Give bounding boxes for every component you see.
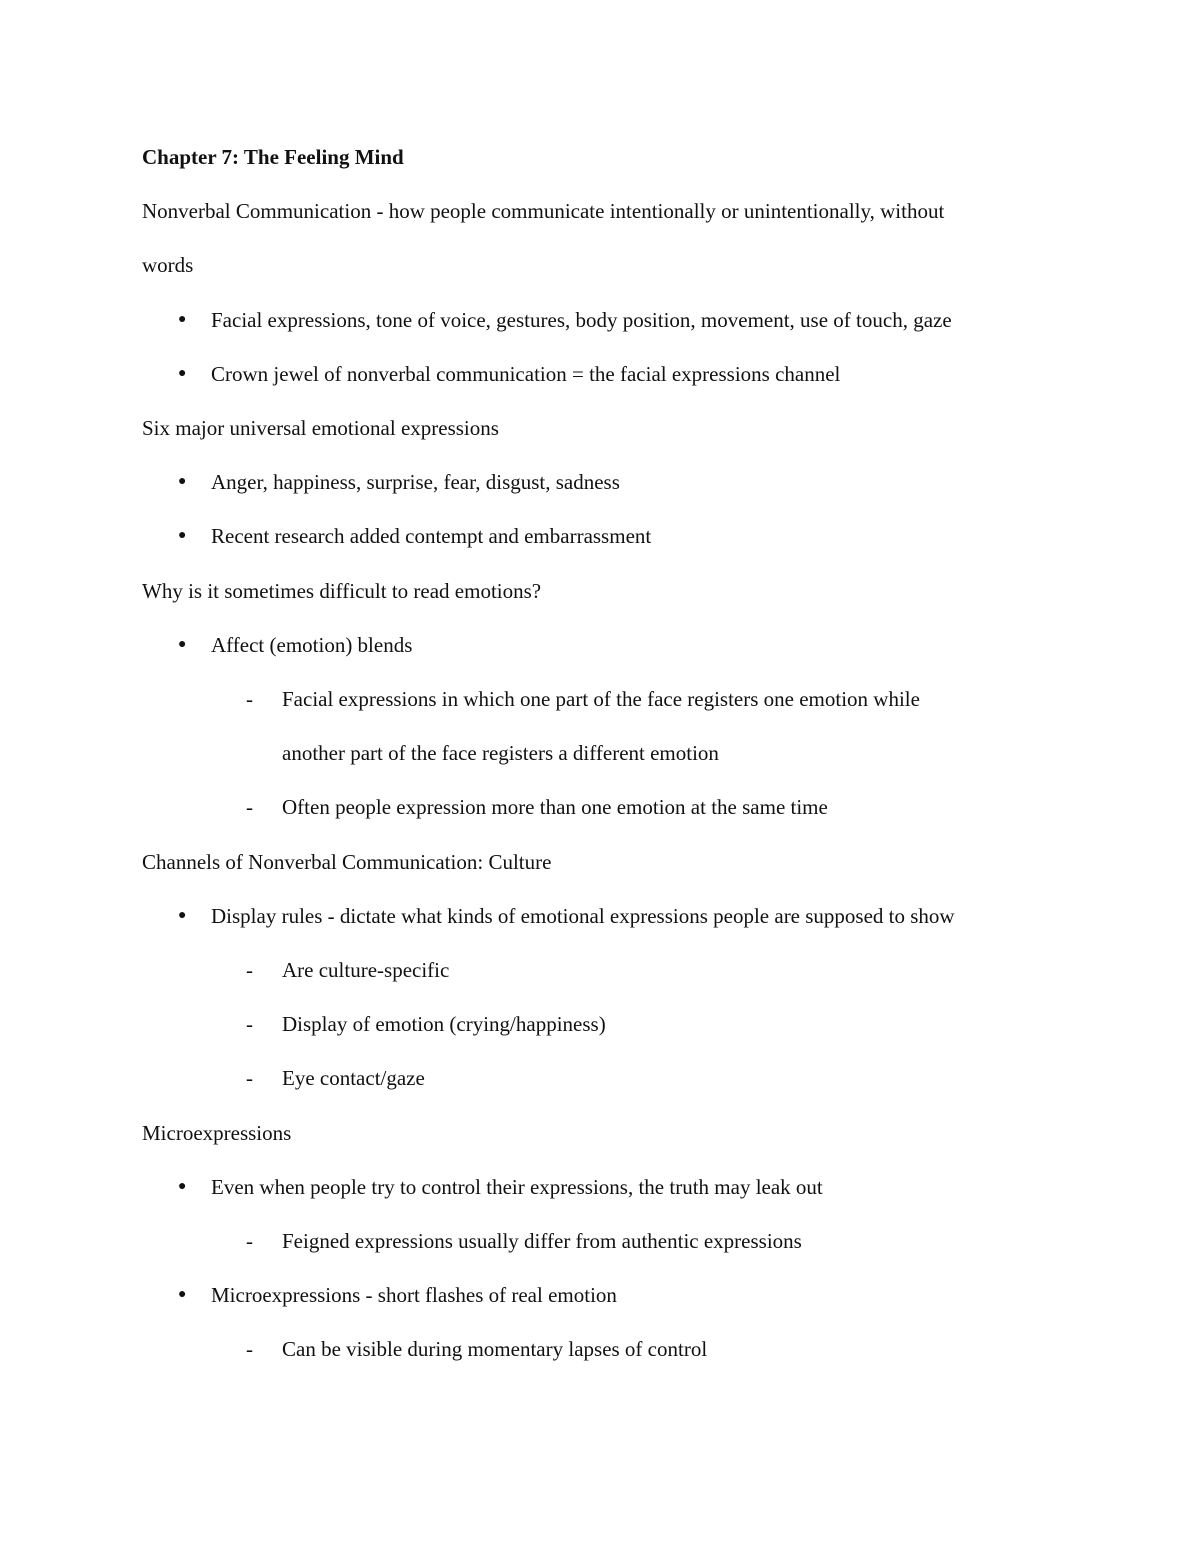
page-title: Chapter 7: The Feeling Mind (142, 145, 404, 169)
bullet-icon: ● (178, 311, 187, 327)
bullet-icon: ● (178, 365, 187, 381)
bullet-item (142, 455, 1082, 509)
bullet-icon: ● (178, 528, 187, 544)
sub-item-text: Facial expressions in which one part of the face registers one emotion while (282, 687, 920, 712)
bullet-item (142, 1268, 1082, 1322)
sub-item-text: Are culture-specific (282, 958, 450, 983)
bullet-item (142, 1160, 1082, 1214)
bullet-icon: ● (178, 636, 187, 652)
section-heading: Nonverbal Communication - how people communicate intentionally or unintentionally, without (142, 199, 945, 224)
sub-item-text: Often people expression more than one emotion at the same time (282, 795, 828, 820)
sub-item (142, 943, 1082, 997)
bullet-text: Microexpressions - short flashes of real emotion (211, 1283, 617, 1308)
sub-item (142, 997, 1082, 1051)
dash-icon: - (246, 795, 253, 820)
dash-icon: - (246, 687, 253, 712)
sub-item (142, 780, 1082, 834)
sub-item-text: Feigned expressions usually differ from authentic expressions (282, 1229, 802, 1254)
dash-icon: - (246, 1229, 253, 1254)
sub-item-text: Eye contact/gaze (282, 1066, 425, 1091)
bullet-icon: ● (178, 907, 187, 923)
bullet-item (142, 293, 1082, 347)
document-body (142, 130, 1082, 1377)
bullet-text: Affect (emotion) blends (211, 632, 413, 657)
dash-icon: - (246, 1066, 253, 1091)
dash-icon: - (246, 1337, 253, 1362)
bullet-text: Recent research added contempt and embarrassment (211, 524, 652, 549)
section-heading: Microexpressions (142, 1120, 292, 1145)
bullet-icon: ● (178, 1178, 187, 1194)
sub-item-text: Display of emotion (crying/happiness) (282, 1012, 606, 1037)
section-heading: Why is it sometimes difficult to read emotions? (142, 578, 542, 603)
sub-item (142, 1322, 1082, 1376)
bullet-icon: ● (178, 1287, 187, 1303)
sub-item (142, 672, 1082, 726)
bullet-item (142, 618, 1082, 672)
bullet-text: Facial expressions, tone of voice, gestures, body position, movement, use of touch, gaze (211, 307, 952, 332)
section-heading-continuation: words (142, 253, 194, 278)
bullet-item (142, 347, 1082, 401)
bullet-item (142, 889, 1082, 943)
bullet-text: Even when people try to control their expressions, the truth may leak out (211, 1174, 823, 1199)
dash-icon: - (246, 1012, 253, 1037)
bullet-icon: ● (178, 474, 187, 490)
bullet-text: Crown jewel of nonverbal communication = the facial expressions channel (211, 361, 841, 386)
section-heading: Six major universal emotional expressions (142, 416, 499, 441)
sub-item (142, 1051, 1082, 1105)
sub-item-text: Can be visible during momentary lapses of control (282, 1337, 708, 1362)
bullet-text: Display rules - dictate what kinds of emotional expressions people are supposed to show (211, 903, 955, 928)
bullet-text: Anger, happiness, surprise, fear, disgust, sadness (211, 470, 620, 495)
dash-icon: - (246, 958, 253, 983)
sub-item (142, 1214, 1082, 1268)
sub-item-continuation: another part of the face registers a different emotion (282, 741, 719, 766)
bullet-item (142, 509, 1082, 563)
section-heading: Channels of Nonverbal Communication: Culture (142, 849, 552, 874)
